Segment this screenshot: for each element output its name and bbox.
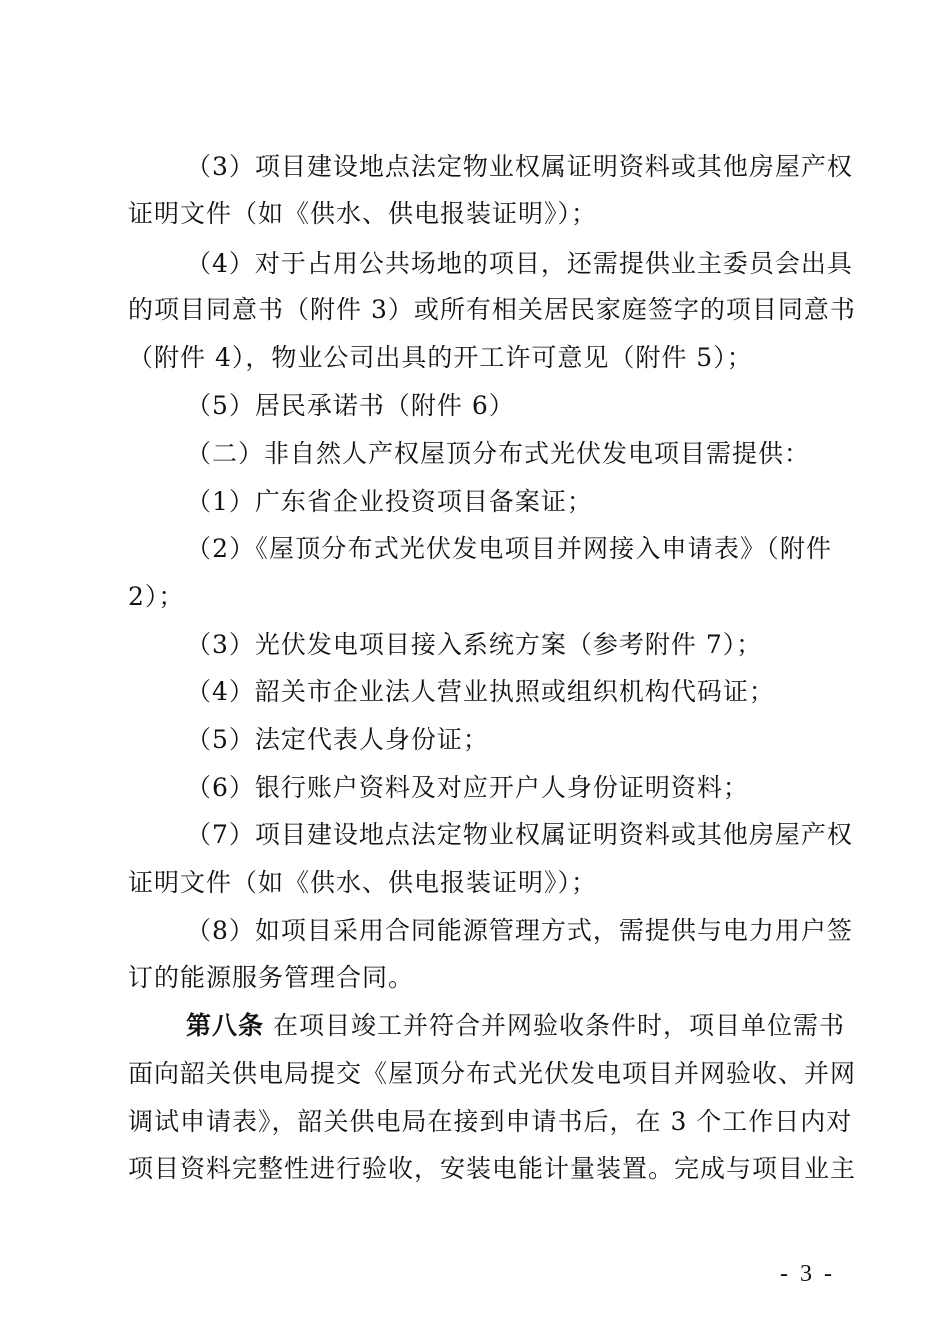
- article-eight-first-line: [186, 1002, 845, 1050]
- paragraph-line: （4）对于占用公共场地的项目，还需提供业主委员会出具: [186, 249, 853, 278]
- list-item: （1）广东省企业投资项目备案证；: [186, 487, 593, 516]
- article-text: 在项目竣工并符合并网验收条件时，项目单位需书: [272, 1011, 845, 1040]
- list-item: （8）如项目采用合同能源管理方式，需提供与电力用户签: [186, 916, 853, 945]
- section-heading: （二）非自然人产权屋顶分布式光伏发电项目需提供：: [186, 439, 811, 468]
- paragraph-line: 的项目同意书（附件 3）或所有相关居民家庭签字的项目同意书: [128, 295, 856, 324]
- paragraph-line: （附件 4），物业公司出具的开工许可意见（附件 5）；: [128, 343, 753, 372]
- paragraph-line: 调试申请表》，韶关供电局在接到申请书后，在 3 个工作日内对: [128, 1107, 853, 1136]
- list-item: （7）项目建设地点法定物业权属证明资料或其他房屋产权: [186, 820, 853, 849]
- paragraph-line: （3）项目建设地点法定物业权属证明资料或其他房屋产权: [186, 152, 853, 181]
- article-heading: 第八条: [186, 1011, 265, 1040]
- list-item: （6）银行账户资料及对应开户人身份证明资料；: [186, 773, 749, 802]
- paragraph-line: 项目资料完整性进行验收，安装电能计量装置。完成与项目业主: [128, 1154, 857, 1183]
- paragraph-line: 2）；: [128, 582, 185, 611]
- page-number: - 3 -: [780, 1261, 835, 1287]
- paragraph-line: 证明文件（如《供水、供电报装证明》）；: [128, 868, 598, 897]
- paragraph-line: 订的能源服务管理合同。: [128, 963, 415, 992]
- paragraph-line: 面向韶关供电局提交《屋顶分布式光伏发电项目并网验收、并网: [128, 1059, 857, 1088]
- paragraph-line: （5）居民承诺书（附件 6）: [186, 391, 515, 420]
- list-item: （3）光伏发电项目接入系统方案（参考附件 7）；: [186, 630, 763, 659]
- list-item: （4）韶关市企业法人营业执照或组织机构代码证；: [186, 677, 775, 706]
- list-item: （5）法定代表人身份证；: [186, 725, 489, 754]
- paragraph-line: 证明文件（如《供水、供电报装证明》）；: [128, 199, 598, 228]
- list-item: （2）《屋顶分布式光伏发电项目并网接入申请表》（附件: [186, 534, 832, 563]
